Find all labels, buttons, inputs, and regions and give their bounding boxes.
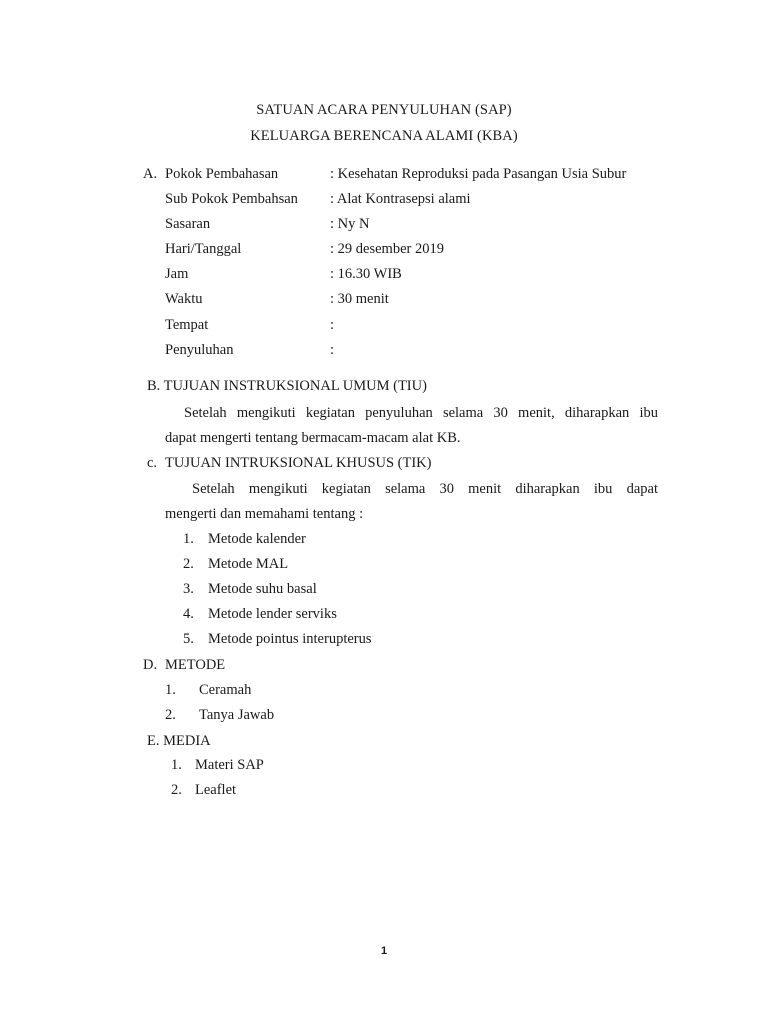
list-item-metode-pointus: Metode pointus interupterus	[208, 631, 372, 647]
info-value-tanggal: : 29 desember 2019	[330, 241, 444, 257]
list-number: 4.	[183, 606, 194, 622]
section-c-paragraph-line2: mengerti dan memahami tentang :	[165, 506, 364, 522]
info-label-penyuluhan: Penyuluhan	[165, 342, 234, 358]
info-label-waktu: Waktu	[165, 291, 203, 307]
info-label-sasaran: Sasaran	[165, 216, 211, 232]
list-item-metode-mal: Metode MAL	[208, 556, 289, 572]
section-b-paragraph-line1: Setelah mengikuti kegiatan penyuluhan selama 30 menit, diharapkan ibu	[184, 405, 658, 421]
list-item-metode-kalender: Metode kalender	[208, 531, 306, 547]
section-c-marker: c.	[147, 455, 158, 471]
list-number: 2.	[171, 782, 182, 798]
list-item-materi-sap: Materi SAP	[195, 757, 264, 773]
info-value-pokok: : Kesehatan Reproduksi pada Pasangan Usia Subur	[330, 166, 627, 182]
section-b-paragraph-line2: dapat mengerti tentang bermacam-macam alat KB.	[165, 430, 461, 446]
section-e-heading: E. MEDIA	[147, 733, 211, 749]
list-item-leaflet: Leaflet	[195, 782, 237, 798]
list-item-metode-suhu-basal: Metode suhu basal	[208, 581, 317, 597]
document-title: SATUAN ACARA PENYULUHAN (SAP)	[256, 102, 512, 118]
section-d-marker: D.	[143, 657, 158, 673]
info-label-sub-pokok: Sub Pokok Pembahsan	[165, 191, 298, 207]
section-b-heading: B. TUJUAN INSTRUKSIONAL UMUM (TIU)	[147, 378, 427, 394]
info-value-penyuluhan: :	[330, 342, 335, 358]
list-item-metode-lender-serviks: Metode lender serviks	[208, 606, 337, 622]
section-a-marker: A.	[143, 166, 158, 182]
list-number: 1.	[183, 531, 194, 547]
info-label-tanggal: Hari/Tanggal	[165, 241, 242, 257]
info-value-tempat: :	[330, 317, 335, 333]
list-item-ceramah: Ceramah	[199, 682, 252, 698]
section-c-heading: TUJUAN INTRUKSIONAL KHUSUS (TIK)	[165, 455, 432, 471]
info-value-jam: : 16.30 WIB	[330, 266, 402, 282]
section-d-heading: METODE	[165, 657, 226, 673]
section-c-paragraph-line1: Setelah mengikuti kegiatan selama 30 menit diharapkan ibu dapat	[192, 481, 658, 497]
list-number: 1.	[171, 757, 182, 773]
page-number: 1	[380, 945, 388, 957]
info-label-jam: Jam	[165, 266, 189, 282]
list-number: 5.	[183, 631, 194, 647]
info-value-waktu: : 30 menit	[330, 291, 389, 307]
list-number: 2.	[165, 707, 176, 723]
list-item-tanya-jawab: Tanya Jawab	[199, 707, 275, 723]
list-number: 2.	[183, 556, 194, 572]
list-number: 1.	[165, 682, 176, 698]
info-label-pokok: Pokok Pembahasan	[165, 166, 279, 182]
info-value-sasaran: : Ny N	[330, 216, 370, 232]
info-value-sub-pokok: : Alat Kontrasepsi alami	[330, 191, 471, 207]
info-label-tempat: Tempat	[165, 317, 209, 333]
document-subtitle: KELUARGA BERENCANA ALAMI (KBA)	[250, 128, 518, 144]
list-number: 3.	[183, 581, 194, 597]
